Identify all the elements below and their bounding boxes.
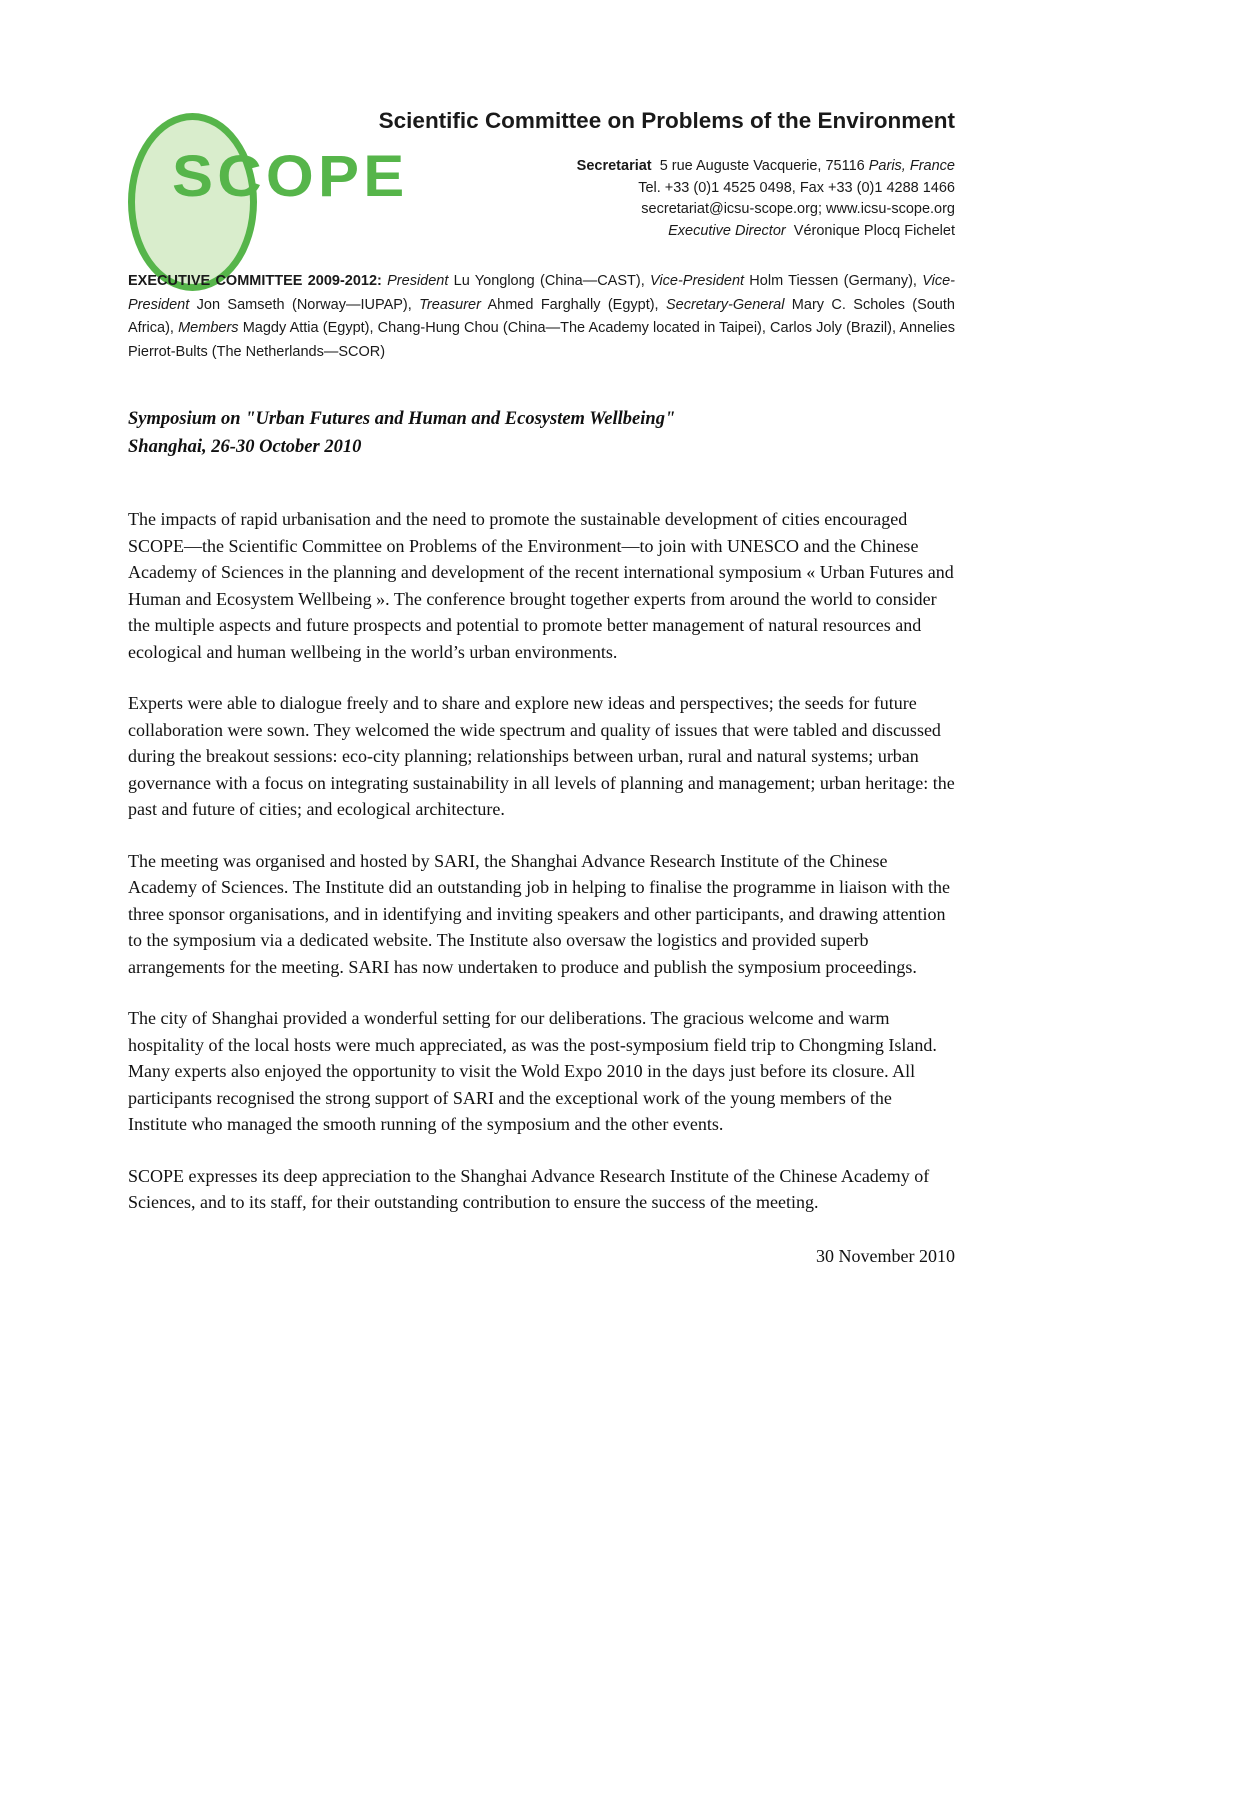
secretariat-block xyxy=(128,156,955,242)
subject-line-symposium: Symposium on "Urban Futures and Human and Ecosystem Wellbeing" xyxy=(128,409,676,429)
paragraph-sari-organisation: The meeting was organised and hosted by SARI, the Shanghai Advance Research Institute of the Chinese Academy of Sciences. The Institute did an outstanding job in helping to finalise the programme in liaison with the three sponsor organisations, and in identifying and inviting speakers and other participants, and drawing attention to the symposium via a dedicated website. The Institute also oversaw the logistics and provided superb arrangements for the meeting. SARI has now undertaken to produce and publish the symposium proceedings. xyxy=(128,850,950,977)
secretariat-phone-line: Tel. +33 (0)1 4525 0498, Fax +33 (0)1 4288 1466 xyxy=(638,179,955,196)
paragraph-urbanisation: The impacts of rapid urbanisation and the need to promote the sustainable development of cities encouraged SCOPE—the Scientific Committee on Problems of the Environment—to join with UNESCO and the Chinese Academy of Sciences in the planning and development of the recent international symposium « Urban Futures and Human and Ecosystem Wellbeing ». The conference brought together experts from around the world to consider the multiple aspects and future prospects and potential to promote better management of natural resources and ecological and human wellbeing in the world’s urban environments. xyxy=(128,509,954,662)
scope-logo-text: SCOPE xyxy=(172,144,409,209)
executive-director-line: Executive Director Véronique Plocq Fichelet xyxy=(668,222,955,239)
org-title: Scientific Committee on Problems of the Environment xyxy=(378,108,955,133)
subject-line-location-date: Shanghai, 26-30 October 2010 xyxy=(128,437,362,457)
paragraph-shanghai-setting: The city of Shanghai provided a wonderful setting for our deliberations. The gracious welcome and warm hospitality of the local hosts were much appreciated, as was the post-symposium field trip to Chongming Island. Many experts also enjoyed the opportunity to visit the Wold Expo 2010 in the days just before its closure. All participants recognised the strong support of SARI and the exceptional work of the young members of the Institute who managed the smooth running of the symposium and the other events. xyxy=(128,1008,937,1134)
secretariat-email-web-line: secretariat@icsu-scope.org; www.icsu-scope.org xyxy=(641,201,955,217)
letter-date: 30 November 2010 xyxy=(816,1245,955,1266)
paragraph-appreciation: SCOPE expresses its deep appreciation to the Shanghai Advance Research Institute of the Chinese Academy of Sciences, and to its staff, for their outstanding contribution to ensure the success of the meeting. xyxy=(128,1165,930,1212)
paragraph-experts-dialogue: Experts were able to dialogue freely and to share and explore new ideas and perspectives; the seeds for future collaboration were sown. They welcomed the wide spectrum and quality of issues that were tabled and discussed during the breakout sessions: eco-city planning; relationships between urban, rural and natural systems; urban governance with a focus on integrating sustainability in all levels of planning and management; urban heritage: the past and future of cities; and ecological architecture. xyxy=(128,693,955,819)
secretariat-address-line: Secretariat 5 rue Auguste Vacquerie, 75116 Paris, France xyxy=(576,158,955,174)
letter-body xyxy=(128,506,955,1269)
subject-title xyxy=(128,405,955,461)
executive-committee-text: EXECUTIVE COMMITTEE 2009-2012: President Lu Yonglong (China—CAST), Vice-President Holm Tiessen (Germany), Vice-President Jon Samseth (Norway—IUPAP), Treasurer Ahmed Farghally (Egypt), Secretary-General Mary C. Scholes (South Africa), Members Magdy Attia (Egypt), Chang-Hung Chou (China—The Academy located in Taipei), Carlos Joly (Brazil), Annelies Pierrot-Bults (The Netherlands—SCOR) xyxy=(128,273,955,360)
